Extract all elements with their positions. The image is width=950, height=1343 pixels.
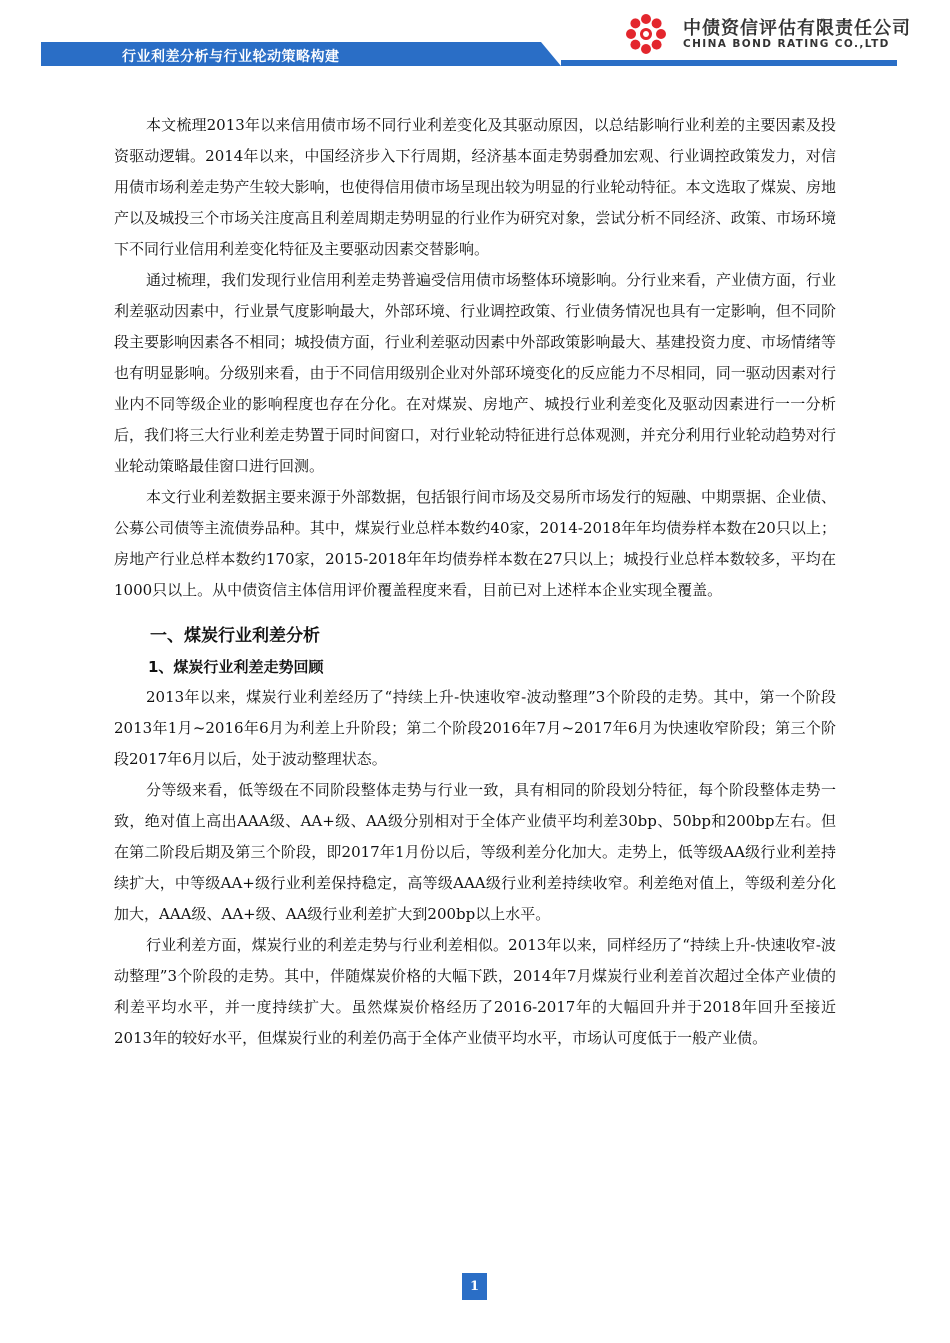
intro-paragraph-3: 本文行业利差数据主要来源于外部数据，包括银行间市场及交易所市场发行的短融、中期票据、企业债、公募公司债等主流债券品种。其中，煤炭行业总样本数约40家，2014-2018年年均债券样本数在20只以上；房地产行业总样本数约170家，2015-2018年年均债券样本数在27只以上；城投行业总样本数较多，平均在1000只以上。从中债资信主体信用评价覆盖程度来看，目前已对上述样本企业实现全覆盖。 xyxy=(114,488,837,599)
coal-paragraph-1: 2013年以来，煤炭行业利差经历了“持续上升-快速收窄-波动整理”3个阶段的走势。其中，第一个阶段2013年1月~2016年6月为利差上升阶段；第二个阶段2016年7月~2017年6月为快速收窄阶段；第三个阶段2017年6月以后，处于波动整理状态。 xyxy=(114,688,836,768)
document-body xyxy=(114,110,836,1054)
company-name-cn: 中债资信评估有限责任公司 xyxy=(683,18,911,39)
subsection-heading-coal-review: 1、煤炭行业利差走势回顾 xyxy=(148,658,324,676)
page-number: 1 xyxy=(462,1273,487,1300)
intro-paragraph-1: 本文梳理2013年以来信用债市场不同行业利差变化及其驱动原因，以总结影响行业利差的主要因素及投资驱动逻辑。2014年以来，中国经济步入下行周期，经济基本面走势弱叠加宏观、行业调控政策发力，对信用债市场利差走势产生较大影响，也使得信用债市场呈现出较为明显的行业轮动特征。本文选取了煤炭、房地产以及城投三个市场关注度高且利差周期走势明显的行业作为研究对象，尝试分析不同经济、政策、市场环境下不同行业信用利差变化特征及主要驱动因素交替影响。 xyxy=(114,116,836,258)
coal-paragraph-2: 分等级来看，低等级在不同阶段整体走势与行业一致，具有相同的阶段划分特征，每个阶段整体走势一致，绝对值上高出AAA级、AA+级、AA级分别相对于全体产业债平均利差30bp、50bp和200bp左右。但在第二阶段后期及第三个阶段，即2017年1月份以后，等级利差分化加大。走势上，低等级AA级行业利差持续扩大，中等级AA+级行业利差保持稳定，高等级AAA级行业利差持续收窄。利差绝对值上，等级利差分化加大，AAA级、AA+级、AA级行业利差扩大到200bp以上水平。 xyxy=(114,781,836,923)
company-name-en: CHINA BOND RATING CO.,LTD xyxy=(683,38,890,50)
intro-paragraph-2: 通过梳理，我们发现行业信用利差走势普遍受信用债市场整体环境影响。分行业来看，产业债方面，行业利差驱动因素中，行业景气度影响最大，外部环境、行业调控政策、行业债务情况也具有一定影响，但不同阶段主要影响因素各不相同；城投债方面，行业利差驱动因素中外部政策影响最大、基建投资力度、市场情绪等也有明显影响。分级别来看，由于不同信用级别企业对外部环境变化的反应能力不尽相同，同一驱动因素对行业内不同等级企业的影响程度也存在分化。在对煤炭、房地产、城投行业利差变化及驱动因素进行一一分析后，我们将三大行业利差走势置于同时间窗口，对行业轮动特征进行总体观测，并充分利用行业轮动趋势对行业轮动策略最佳窗口进行回测。 xyxy=(114,271,837,475)
starburst-logo-icon xyxy=(618,10,674,58)
section-heading-coal: 一、煤炭行业利差分析 xyxy=(150,626,320,646)
report-title: 行业利差分析与行业轮动策略构建 xyxy=(122,49,340,65)
coal-paragraph-3: 行业利差方面，煤炭行业的利差走势与行业利差相似。2013年以来，同样经历了“持续上升-快速收窄-波动整理”3个阶段的走势。其中，伴随煤炭价格的大幅下跌，2014年7月煤炭行业利差首次超过全体产业债的利差平均水平，并一度持续扩大。虽然煤炭价格经历了2016-2017年的大幅回升并于2018年回升至接近2013年的较好水平，但煤炭行业的利差仍高于全体产业债平均水平，市场认可度低于一般产业债。 xyxy=(114,936,836,1047)
